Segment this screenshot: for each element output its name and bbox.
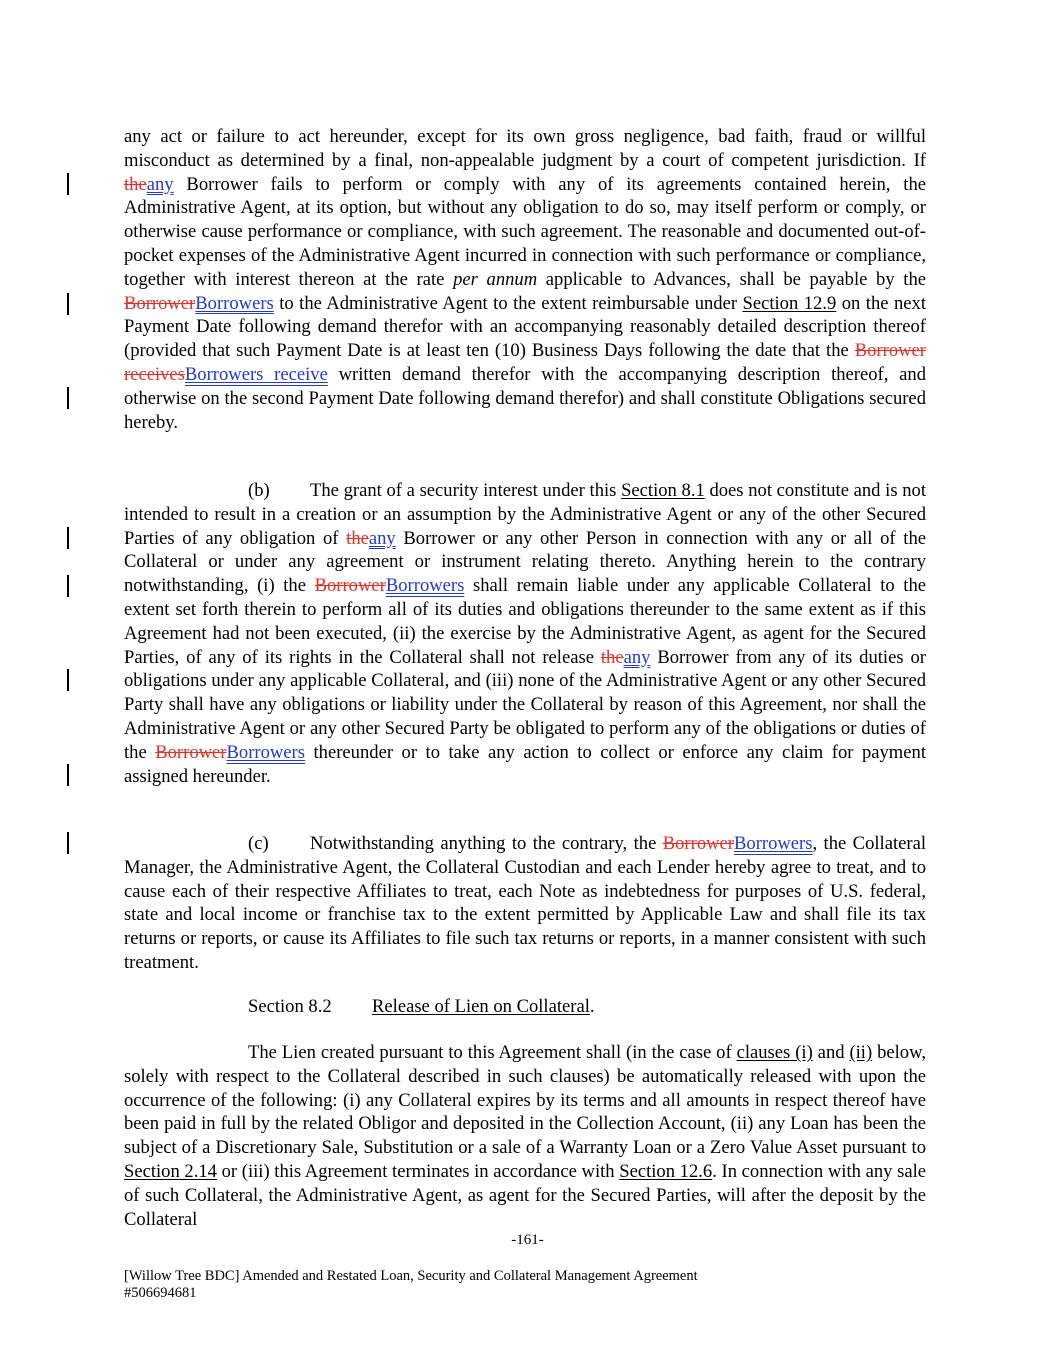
section-title: Release of Lien on Collateral: [372, 996, 590, 1017]
text: .: [589, 996, 595, 1017]
text: Borrower from any of its duties or obligations under any applicable Collateral, and (iii) none of the Administrative Agent or any other Secured Party shall have any obligations or liability under the Collateral by reason of this Agreement, nor shall the Administrative Agent or any other Secured Party be obligated to perform any of the obligations or duties of the: [124, 646, 926, 763]
deleted-text: Borrower: [155, 741, 227, 763]
clause-reference: clauses (i): [736, 1042, 813, 1063]
italic-text: per annum: [453, 268, 538, 290]
section-reference: Section 12.6: [619, 1160, 713, 1182]
inserted-text: Borrowers receive: [184, 363, 328, 385]
change-bar: [67, 527, 69, 549]
text: Notwithstanding anything to the contrary, the: [310, 833, 663, 854]
clause-reference: (ii): [849, 1042, 873, 1063]
inserted-text: Borrowers: [734, 833, 813, 854]
change-bar: [67, 387, 69, 409]
text: The grant of a security interest under this: [310, 480, 622, 501]
text: written demand therefor with the accompanying description thereof, and otherwise on the second Payment Date following demand therefor) and shall constitute Obligations secured hereby.: [124, 363, 926, 433]
footer-title: [Willow Tree BDC] Amended and Restated Loan, Security and Collateral Management Agreement: [124, 1268, 698, 1284]
inserted-text: any: [146, 173, 174, 195]
section-reference: Section 8.1: [621, 480, 705, 501]
paragraph-a-continuation: [124, 125, 926, 434]
text: or (iii) this Agreement terminates in accordance with: [216, 1160, 620, 1182]
deleted-text: Borrower receives: [124, 340, 926, 385]
deleted-text: Borrower: [124, 292, 196, 314]
paragraph-release: [124, 1041, 926, 1231]
text: shall remain liable under any applicable Collateral to the extent set forth therein to perform all of its duties and obligations thereunder to the same extent as if this Agreement had not been executed, (ii) the exercise by the Administrative Agent, as agent for the Secured Parties, of any of its rights in the Collateral shall not release: [124, 575, 927, 668]
deleted-text: the: [124, 173, 147, 195]
text: below, solely with respect to the Collateral described in such clauses) be automatically released with upon the occurrence of the following: (i) any Collateral expires by its terms and all amounts in respect thereof have been paid in full by the related Obligor and deposited in the Collection Account, (ii) any Loan has been the subject of a Discretionary Sale, Substitution or a sale of a Warranty Loan or a Zero Value Asset pursuant to: [124, 1042, 926, 1159]
text: Borrower or any other Person in connection with any or all of the Collateral or under any agreement or instrument relating thereto. Anything herein to the contrary notwithstanding, (i) the: [124, 527, 926, 597]
inserted-text: any: [368, 527, 396, 549]
inserted-text: Borrowers: [226, 741, 305, 763]
section-reference: Section 12.9: [742, 292, 837, 314]
page-number: -161-: [511, 1232, 544, 1248]
section-number: Section 8.2: [248, 996, 332, 1017]
change-bar: [67, 293, 69, 315]
text: on the next Payment Date following demand therefor with an accompanying reasonably detailed description thereof (provided that such Payment Date is at least ten (10) Business Days following the date that the: [124, 292, 926, 362]
clause-label: (c): [248, 833, 269, 854]
text: any act or failure to act hereunder, except for its own gross negligence, bad faith, fraud or willful misconduct as determined by a final, non-appealable judgment by a court of competent jurisdiction. If: [124, 126, 926, 171]
text: to the Administrative Agent to the extent reimbursable under: [273, 292, 743, 314]
text: Borrower fails to perform or comply with any of its agreements contained herein, the Administrative Agent, at its option, but without any obligation to do so, may itself perform or comply, or otherwise cause performance or compliance, with such agreement. The reasonable and documented out-of-pocket expenses of the Administrative Agent incurred in connection with such performance or compliance, together with interest thereon at the rate: [124, 173, 926, 290]
paragraph-c: [124, 832, 926, 975]
text: . In connection with any sale of such Collateral, the Administrative Agent, as agent for the Secured Parties, will after the deposit by the Collateral: [124, 1160, 926, 1230]
footer-doc-id: #506694681: [124, 1285, 197, 1301]
change-bar: [67, 764, 69, 786]
inserted-text: Borrowers: [195, 292, 274, 314]
inserted-text: Borrowers: [385, 575, 465, 597]
section-heading: [248, 995, 595, 1019]
section-reference: Section 2.14: [124, 1160, 217, 1182]
clause-label: (b): [248, 480, 270, 501]
deleted-text: Borrower: [662, 833, 734, 854]
change-bar: [67, 669, 69, 691]
deleted-text: the: [600, 646, 624, 668]
change-bar: [67, 173, 69, 195]
text: applicable to Advances, shall be payable by the: [537, 268, 926, 290]
change-bar: [67, 575, 69, 597]
text: The Lien created pursuant to this Agreement shall (in the case of: [248, 1042, 737, 1063]
deleted-text: Borrower: [314, 575, 386, 597]
text: and: [812, 1042, 850, 1063]
change-bar: [67, 832, 69, 854]
inserted-text: any: [623, 646, 651, 668]
paragraph-b: [124, 479, 926, 788]
footer: [124, 1268, 698, 1302]
deleted-text: the: [346, 527, 369, 549]
text: , the Collateral Manager, the Administrative Agent, the Collateral Custodian and each Lender hereby agree to treat, and to cause each of their respective Affiliates to treat, each Note as indebtedness for purposes of U.S. federal, state and local income or franchise tax to the extent permitted by Applicable Law and shall file its tax returns or reports, or cause its Affiliates to file such tax returns or reports, in a manner consistent with such treatment.: [124, 833, 926, 973]
text: does not constitute and is not intended to result in a creation or an assumption by the Administrative Agent or any of the other Secured Parties of any obligation of: [124, 480, 926, 549]
text: thereunder or to take any action to collect or enforce any claim for payment assigned hereunder.: [124, 741, 926, 787]
